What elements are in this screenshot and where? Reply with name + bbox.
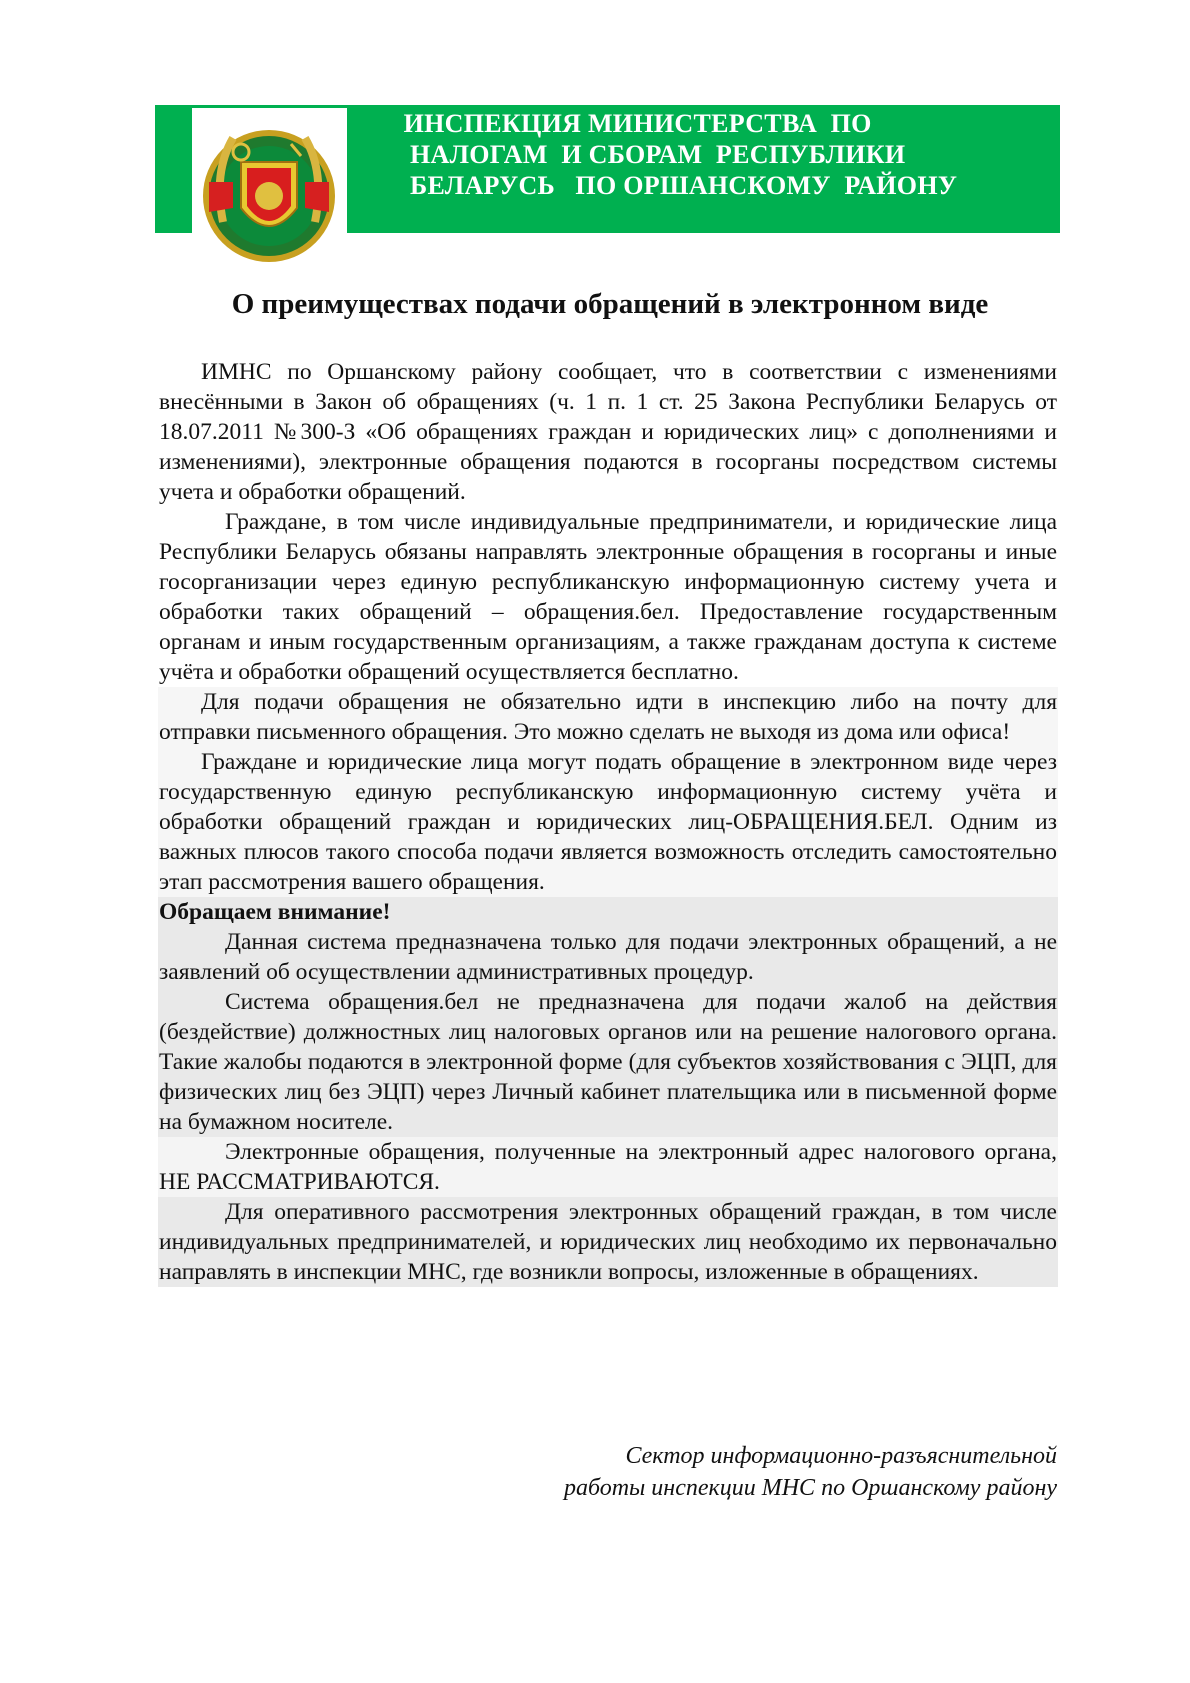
- paragraph: Для оперативного рассмотрения электронных обращений граждан, в том числе индивидуальных предпринимателей, и юридических лиц необходимо их первоначально направлять в инспекции МНС, где возникли вопросы, изложенные в обращениях.: [159, 1199, 1057, 1285]
- paragraph: Электронные обращения, полученные на электронный адрес налогового органа, НЕ РАССМАТРИВАЮТСЯ.: [159, 1139, 1057, 1195]
- organization-name: [390, 108, 1040, 201]
- paragraph: Данная система предназначена только для подачи электронных обращений, а не заявлений об осуществлении административных процедур.: [159, 929, 1057, 985]
- signature-line: работы инспекции МНС по Оршанскому району: [563, 1475, 1057, 1501]
- document-body: [158, 357, 1058, 1287]
- paragraph: Граждане, в том числе индивидуальные предприниматели, и юридические лица Республики Беларусь обязаны направлять электронные обращения в госорганы и иные госорганизации через единую республиканскую информационную систему учета и обработки таких обращений – обращения.бел. Предоставление государственным органам и иным государственным организациям, а также гражданам доступа к системе учёта и обработки обращений осуществляется бесплатно.: [159, 509, 1057, 685]
- signature-line: Сектор информационно-разъяснительной: [625, 1443, 1057, 1469]
- org-line: НАЛОГАМ И СБОРАМ РЕСПУБЛИКИ: [410, 140, 906, 169]
- paragraph: Для подачи обращения не обязательно идти в инспекцию либо на почту для отправки письменного обращения. Это можно сделать не выходя из дома или офиса!: [159, 689, 1057, 745]
- paragraph: ИМНС по Оршанскому району сообщает, что в соответствии с изменениями внесёнными в Закон об обращениях (ч. 1 п. 1 ст. 25 Закона Республики Беларусь от 18.07.2011 №300-З «Об обращениях граждан и юридических лиц» с дополнениями и изменениями), электронные обращения подаются в госорганы посредством системы учета и обработки обращений.: [159, 359, 1057, 505]
- org-line: ИНСПЕКЦИЯ МИНИСТЕРСТВА ПО: [390, 109, 872, 138]
- paragraph: Система обращения.бел не предназначена для подачи жалоб на действия (бездействие) должностных лиц налоговых органов или на решение налогового органа. Такие жалобы подаются в электронной форме (для субъектов хозяйствования с ЭЦП, для физических лиц без ЭЦП) через Личный кабинет плательщика или в письменной форме на бумажном носителе.: [159, 989, 1057, 1135]
- attention-heading: Обращаем внимание!: [158, 897, 1058, 927]
- paragraph: Граждане и юридические лица могут подать обращение в электронном виде через государственную единую республиканскую информационную систему учёта и обработки обращений граждан и юридических лиц-ОБРАЩЕНИЯ.БЕЛ. Одним из важных плюсов такого способа подачи является возможность отследить самостоятельно этап рассмотрения вашего обращения.: [159, 749, 1057, 895]
- signature: [564, 1440, 1057, 1504]
- page-title: О преимуществах подачи обращений в электронном виде: [231, 288, 989, 320]
- org-line: БЕЛАРУСЬ ПО ОРШАНСКОМУ РАЙОНУ: [410, 171, 958, 200]
- tax-ministry-emblem-logo: [193, 112, 349, 264]
